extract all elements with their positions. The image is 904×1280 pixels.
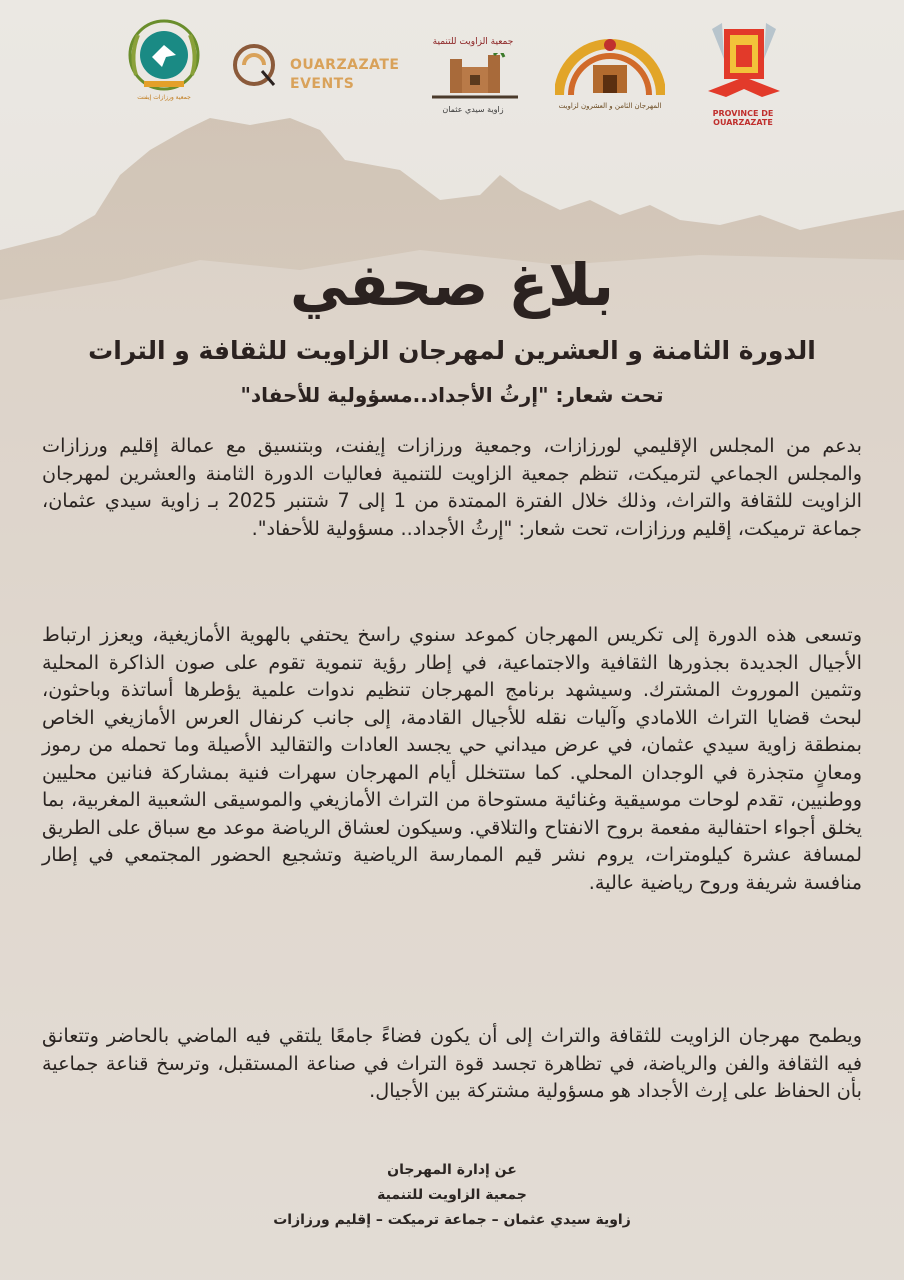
paragraph-intro: بدعم من المجلس الإقليمي لورزازات، وجمعية ورزازات إيفنت، وبتنسيق مع عمالة إقليم ورزازات والمجلس الجماعي لترميكت، تنظم جمعية الزاويت للتنمية فعاليات الدورة الثامنة والعشرين لمهرجان الزاويت للثقافة والتراث، وذلك خلال الفترة الممتدة من 1 إلى 7 شتنبر 2025 بـ زاوية سيدي عثمان، جماعة ترميكت، إقليم ورزازات، تحت شعار: "إرثُ الأجداد.. مسؤولية للأحفاد". [42, 434, 862, 540]
ouarzazate-events-line2: EVENTS [290, 76, 355, 92]
signature-line2: جمعية الزاويت للتنمية [377, 1187, 527, 1203]
zawya-association-logo [432, 53, 518, 105]
province-label: PROVINCE DE OUARZAZATE [712, 109, 774, 127]
province-coat-of-arms [702, 19, 786, 105]
logos-row [0, 15, 904, 125]
signature-block [0, 1158, 904, 1233]
edition-subtitle: الدورة الثامنة و العشرين لمهرجان الزاويت للثقافة و الترات [88, 336, 816, 365]
green-association-logo [122, 15, 206, 99]
signature-line1: عن إدارة المهرجان [387, 1162, 517, 1178]
zawya-association-caption: زاوية سيدي عثمان [442, 105, 504, 114]
slogan: تحت شعار: "إرثُ الأجداد..مسؤولية للأحفاد" [240, 383, 664, 407]
zawya-association-title: جمعية الزاويت للتنمية [432, 37, 514, 47]
ouarzazate-events-logo [290, 56, 399, 94]
signature-line3: زاوية سيدي عثمان – جماعة ترميكت – إقليم ورزازات [273, 1212, 631, 1228]
page-title: بلاغ صحفي [290, 251, 614, 319]
ouarzazate-events-icon [232, 41, 280, 89]
green-association-caption: جمعية ورزازات إيفنت [137, 94, 191, 101]
ouarzazate-events-line1: OUARZAZATE [290, 57, 400, 73]
festival-caption: المهرجان الثامن و العشرون لزاويت [558, 102, 662, 110]
paragraph-program: وتسعى هذه الدورة إلى تكريس المهرجان كموعد سنوي راسخ يحتفي بالهوية الأمازيغية، ويعزز ارتباط الأجيال الجديدة بجذورها الثقافية والاجتماعية، في إطار رؤية تنموية تقوم على صون الذاكرة المحلية وتثمين الموروث المشترك. وسيشهد برنامج المهرجان تنظيم ندوات علمية يؤطرها أساتذة وباحثون، لبحث قضايا التراث اللامادي وآليات نقله للأجيال القادمة، إلى جانب كرنفال العرس الأمازيغي الخاص بمنطقة زاوية سيدي عثمان، في عرض ميداني حي يجسد العادات والتقاليد الأصيلة وما تحمله من رموز ومعانٍ متجذرة في الوجدان المحلي. كما ستتخلل أيام المهرجان سهرات فنية بمشاركة فنانين محليين ووطنيين، تقدم لوحات موسيقية وغنائية مستوحاة من التراث الأمازيغي والموسيقى الشعبية المغربية، بما يخلق أجواء احتفالية مفعمة بروح الانفتاح والتلاقي. وسيكون لعشاق الرياضة موعد مع سباق على الطريق لمسافة عشرة كيلومترات، يروم نشر قيم الممارسة الرياضية وتشجيع الحضور المجتمعي في إطار منافسة شريفة وروح رياضية عالية. [42, 623, 862, 894]
paragraph-conclusion: ويطمح مهرجان الزاويت للثقافة والتراث إلى أن يكون فضاءً جامعًا يلتقي فيه الماضي بالحاضر وتتعانق فيه الثقافة والفن والرياضة، في تظاهرة تجسد قوة التراث في صناعة المستقبل، وترسخ قناعة جماعية بأن الحفاظ على إرث الأجداد هو مسؤولية مشتركة بين الأجيال. [42, 1024, 862, 1102]
festival-logo [555, 35, 665, 110]
